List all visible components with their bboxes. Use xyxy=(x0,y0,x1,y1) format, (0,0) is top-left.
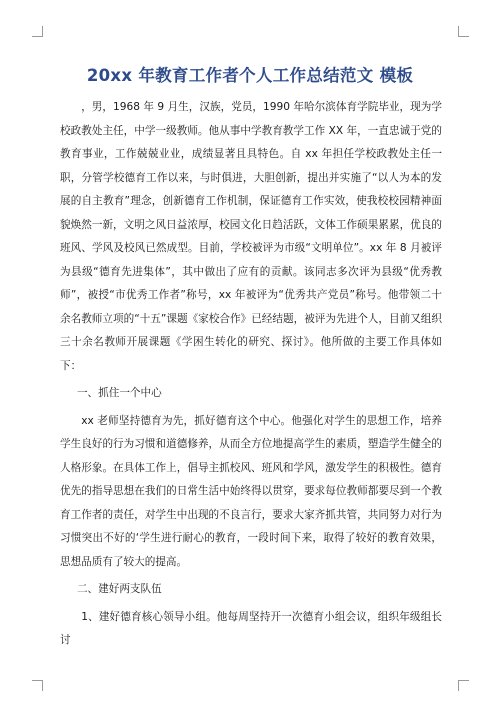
section-heading-2: 二、建好两支队伍 xyxy=(76,583,162,595)
intro-paragraph: ，男，1968 年 9 月生，汉族，党员，1990 年哈尔滨体育学院毕业，现为学校政教处主任，中学一级教师。他从事中学教育教学工作 XX 年，一直忠诚于党的教育事业，工作兢兢业业，成绩显著且具特色。自 xx 年担任学校政教处主任一职，分管学校德育工作以来，与时俱进，大胆创新，提出并实施了“以人为本的发展的自主教育”理念，创新德育工作机制，保证德育工作实效，使我校校园精神面貌焕然一新，文明之风日益浓厚，校园文化日趋活跃，文体工作硕果累累，优良的班风、学风及校风已然成型。目前，学校被评为市级“文明单位”。xx 年 8 月被评为县级“德育先进集体”，其中做出了应有的贡献。该同志多次评为县级“优秀教师”，被授“市优秀工作者”称号，xx 年被评为“优秀共产党员”称号。他带领二十余名教师立项的“十五”课题《家校合作》已经结题，被评为先进个人，目前又组织三十余名教师开展课题《学困生转化的研究、探讨》。他所做的主要工作具体如下： xyxy=(60,101,442,372)
crop-mark-bottom-left xyxy=(32,680,43,691)
crop-mark-top-left xyxy=(32,26,43,37)
section-heading-1: 一、抓住一个中心 xyxy=(76,387,162,399)
section-1-paragraph: xx 老师坚持德育为先，抓好德育这个中心。他强化对学生的思想工作，培养学生良好的行为习惯和道德修养，从而全方位地提高学生的素质，塑造学生健全的人格形象。在具体工作上，倡导主抓校风、班风和学风，激发学生的积极性。德育优先的指导思想在我们的日常生活中始终得以贯穿，要求每位教师都要尽到一个教育工作者的责任，对学生中出现的不良言行，要求大家齐抓共管，共同努力对行为习惯突出不好的‘学生进行耐心的教育，一段时间下来，取得了较好的教育效果，思想品质有了较大的提高。 xyxy=(60,414,442,568)
document-body xyxy=(60,96,442,653)
crop-mark-bottom-right xyxy=(458,680,469,691)
crop-mark-top-right xyxy=(458,26,469,37)
document-title: 20xx 年教育工作者个人工作总结范文 模板 xyxy=(86,66,414,85)
section-2-paragraph: 1、建好德育核心领导小组。他每周坚持开一次德育小组会议，组织年级组长讨 xyxy=(60,610,442,646)
